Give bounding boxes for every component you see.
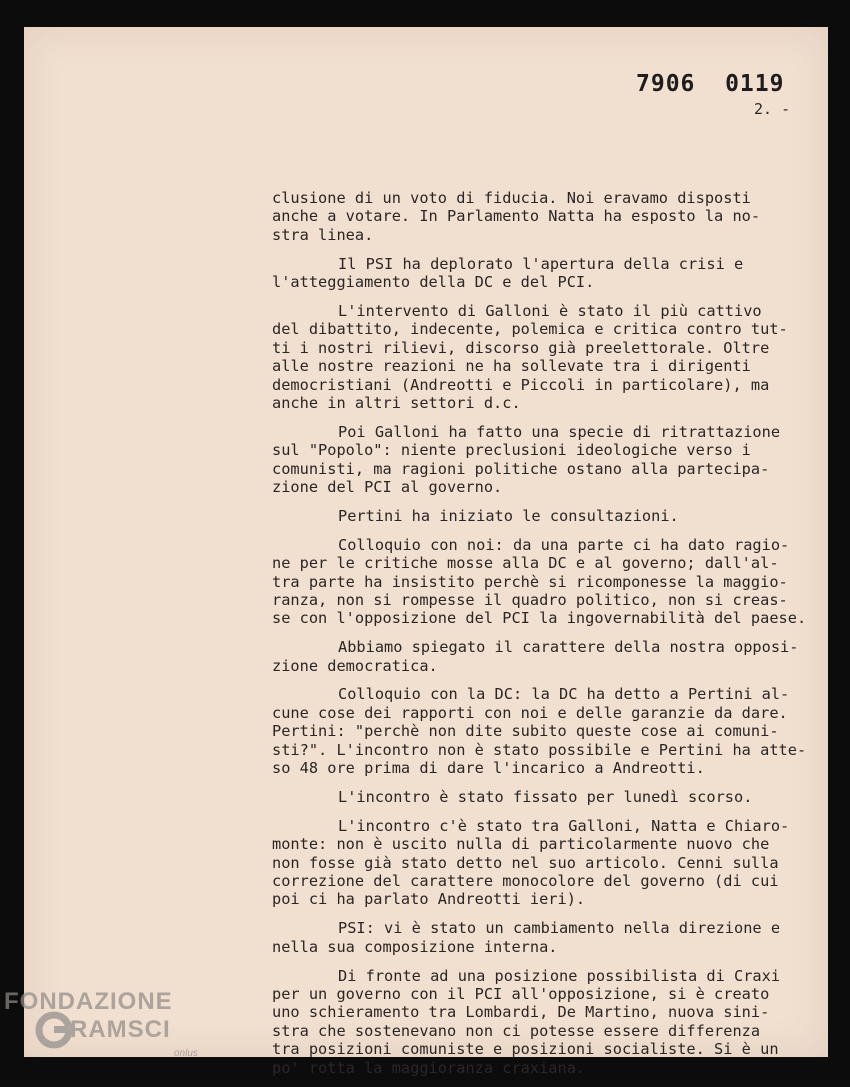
text-line: Colloquio con noi: da una parte ci ha dato ragio- (338, 535, 790, 554)
paragraph (272, 536, 842, 628)
paragraph (272, 967, 842, 1077)
text-line: sti?". L'incontro non è stato possibile e Pertini ha atte- (272, 740, 807, 759)
text-line: cune cose dei rapporti con noi e delle garanzie da dare. (272, 703, 788, 722)
text-line: Pertini ha iniziato le consultazioni. (338, 506, 679, 525)
watermark-suffix: onlus (174, 1048, 198, 1059)
text-line: per un governo con il PCI all'opposizione, si è creato (272, 984, 770, 1003)
paragraph (272, 919, 842, 956)
text-line: stra linea. (272, 225, 374, 244)
text-line: L'incontro è stato fissato per lunedì scorso. (338, 787, 753, 806)
text-line: democristiani (Andreotti e Piccoli in particolare), ma (272, 375, 770, 394)
text-line: L'intervento di Galloni è stato il più cattivo (338, 301, 762, 320)
text-line: comunisti, ma ragioni politiche ostano alla partecipa- (272, 459, 770, 478)
watermark-line1: FONDAZIONE (4, 988, 173, 1015)
text-line: non fosse già stato detto nel suo articolo. Cenni sulla (272, 853, 779, 872)
page-number: 7906 0119 (636, 71, 785, 97)
paragraph (272, 423, 842, 497)
text-line: nella sua composizione interna. (272, 937, 558, 956)
paragraph (272, 507, 842, 525)
text-line: Il PSI ha deplorato l'apertura della crisi e (338, 254, 744, 273)
text-line: tra parte ha insistito perchè si ricomponesse la maggio- (272, 572, 788, 591)
text-line: tra posizioni comuniste e posizioni socialiste. Si è un (272, 1040, 779, 1059)
text-line: L'incontro c'è stato tra Galloni, Natta e Chiaro- (338, 816, 790, 835)
text-line: se con l'opposizione del PCI la ingovernabilità del paese. (272, 609, 807, 628)
text-line: zione del PCI al governo. (272, 477, 503, 496)
text-line: uno schieramento tra Lombardi, De Martino, nuova sini- (272, 1003, 770, 1022)
text-line: so 48 ore prima di dare l'incarico a Andreotti. (272, 759, 705, 778)
paragraph (272, 638, 842, 675)
text-line: ranza, non si rompesse il quadro politico, non si creas- (272, 590, 788, 609)
text-line: zione democratica. (272, 656, 438, 675)
text-line: clusione di un voto di fiducia. Noi eravamo disposti (272, 189, 751, 207)
text-line: del dibattito, indecente, polemica e critica contro tut- (272, 320, 788, 339)
text-line: alle nostre reazioni ne ha sollevate tra i dirigenti (272, 357, 751, 376)
typed-text-body (272, 189, 842, 1087)
text-line: Colloquio con la DC: la DC ha detto a Pertini al- (338, 685, 790, 704)
paragraph (272, 302, 842, 412)
paragraph (272, 255, 842, 292)
text-line: monte: non è uscito nulla di particolarmente nuovo che (272, 835, 770, 854)
fondazione-gramsci-watermark (4, 988, 234, 1068)
page-sub-number: 2. - (754, 100, 791, 118)
paragraph (272, 189, 842, 244)
gramsci-g-logo-icon (34, 1010, 74, 1050)
paragraph (272, 817, 842, 909)
text-line: stra che sostenevano non ci potesse essere differenza (272, 1021, 761, 1040)
text-line: Abbiamo spiegato il carattere della nostra opposi- (338, 638, 799, 657)
text-line: anche in altri settori d.c. (272, 393, 521, 412)
text-line: Pertini: "perchè non dite subito queste cose ai comuni- (272, 722, 779, 741)
text-line: ti i nostri rilievi, discorso già preelettorale. Oltre (272, 338, 770, 357)
text-line: po' rotta la maggioranza craxiana. (272, 1058, 586, 1077)
text-line: poi ci ha parlato Andreotti ieri). (272, 890, 586, 909)
text-line: anche a votare. In Parlamento Natta ha esposto la no- (272, 207, 761, 226)
paragraph (272, 788, 842, 806)
watermark-line2: RAMSCI (70, 1016, 171, 1043)
document-page (24, 27, 828, 1077)
text-line: l'atteggiamento della DC e del PCI. (272, 273, 595, 292)
text-line: Poi Galloni ha fatto una specie di ritrattazione (338, 422, 781, 441)
text-line: sul "Popolo": niente preclusioni ideologiche verso i (272, 441, 751, 460)
text-line: correzione del carattere monocolore del governo (di cui (272, 872, 779, 890)
paragraph (272, 685, 842, 777)
text-line: ne per le critiche mosse alla DC e al governo; dall'al- (272, 554, 779, 573)
text-line: PSI: vi è stato un cambiamento nella direzione e (338, 919, 781, 938)
text-line: Di fronte ad una posizione possibilista di Craxi (338, 966, 781, 985)
